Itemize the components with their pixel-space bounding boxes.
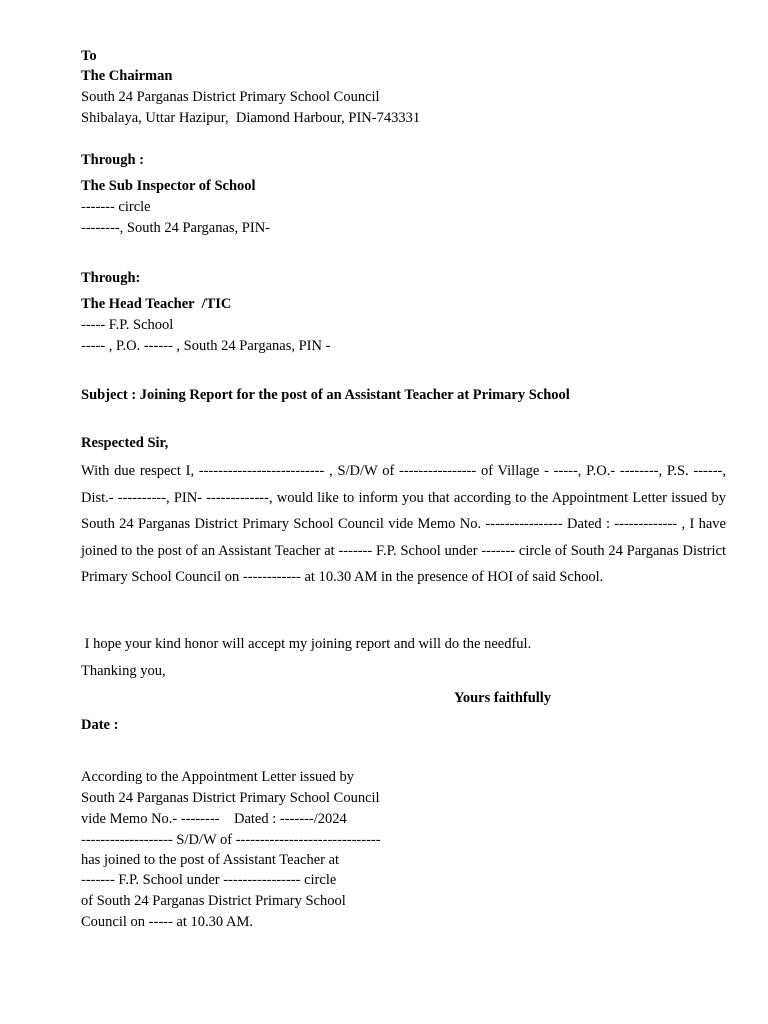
subject-line: Subject : Joining Report for the post of an Assistant Teacher at Primary School bbox=[81, 387, 570, 403]
endorsement-line: Council on ----- at 10.30 AM. bbox=[81, 914, 253, 930]
endorsement-line: vide Memo No.- -------- Dated : -------/2024 bbox=[81, 811, 347, 827]
through-label-1: Through : bbox=[81, 152, 144, 168]
addressee-org: South 24 Parganas District Primary School Council bbox=[81, 89, 380, 105]
body-paragraph: With due respect I, -------------------------- , S/D/W of ---------------- of Village - -----, P.O.- --------, P.S. ------, Dist.- ----------, PIN- -------------, would like to inform you that according to the Appointment Letter issued by South 24 Parganas District Primary School Council vide Memo No. ---------------- Dated : ------------- , I have joined to the post of an Assistant Teacher at ------- F.P. School under ------- circle of South 24 Parganas District Primary School Council on ------------ at 10.30 AM in the presence of HOI of said School. bbox=[81, 463, 726, 586]
endorsement-line: South 24 Parganas District Primary School Council bbox=[81, 790, 380, 806]
endorsement-line: According to the Appointment Letter issued by bbox=[81, 769, 355, 785]
closing-line: I hope your kind honor will accept my joining report and will do the needful. bbox=[81, 636, 532, 652]
thanking-line: Thanking you, bbox=[81, 663, 166, 679]
endorsement-line: ------- F.P. School under ---------------- circle bbox=[81, 872, 337, 888]
through-title-1: The Sub Inspector of School bbox=[81, 178, 256, 194]
through-line-1b: --------, South 24 Parganas, PIN- bbox=[81, 220, 270, 236]
salutation: Respected Sir, bbox=[81, 435, 169, 451]
to-label: To bbox=[81, 48, 97, 64]
through-line-1a: ------- circle bbox=[81, 199, 151, 215]
endorsement-line: of South 24 Parganas District Primary School bbox=[81, 893, 346, 909]
through-line-2a: ----- F.P. School bbox=[81, 317, 174, 333]
yours-faithfully: Yours faithfully bbox=[454, 690, 552, 706]
through-line-2b: ----- , P.O. ------ , South 24 Parganas, PIN - bbox=[81, 338, 331, 354]
through-title-2: The Head Teacher /TIC bbox=[81, 296, 232, 312]
addressee-address: Shibalaya, Uttar Hazipur, Diamond Harbour, PIN-743331 bbox=[81, 110, 421, 126]
through-label-2: Through: bbox=[81, 270, 141, 286]
date-label: Date : bbox=[81, 717, 119, 733]
endorsement-line: ------------------- S/D/W of ------------------------------ bbox=[81, 832, 381, 848]
endorsement-line: has joined to the post of Assistant Teacher at bbox=[81, 852, 340, 868]
addressee-title: The Chairman bbox=[81, 68, 173, 84]
